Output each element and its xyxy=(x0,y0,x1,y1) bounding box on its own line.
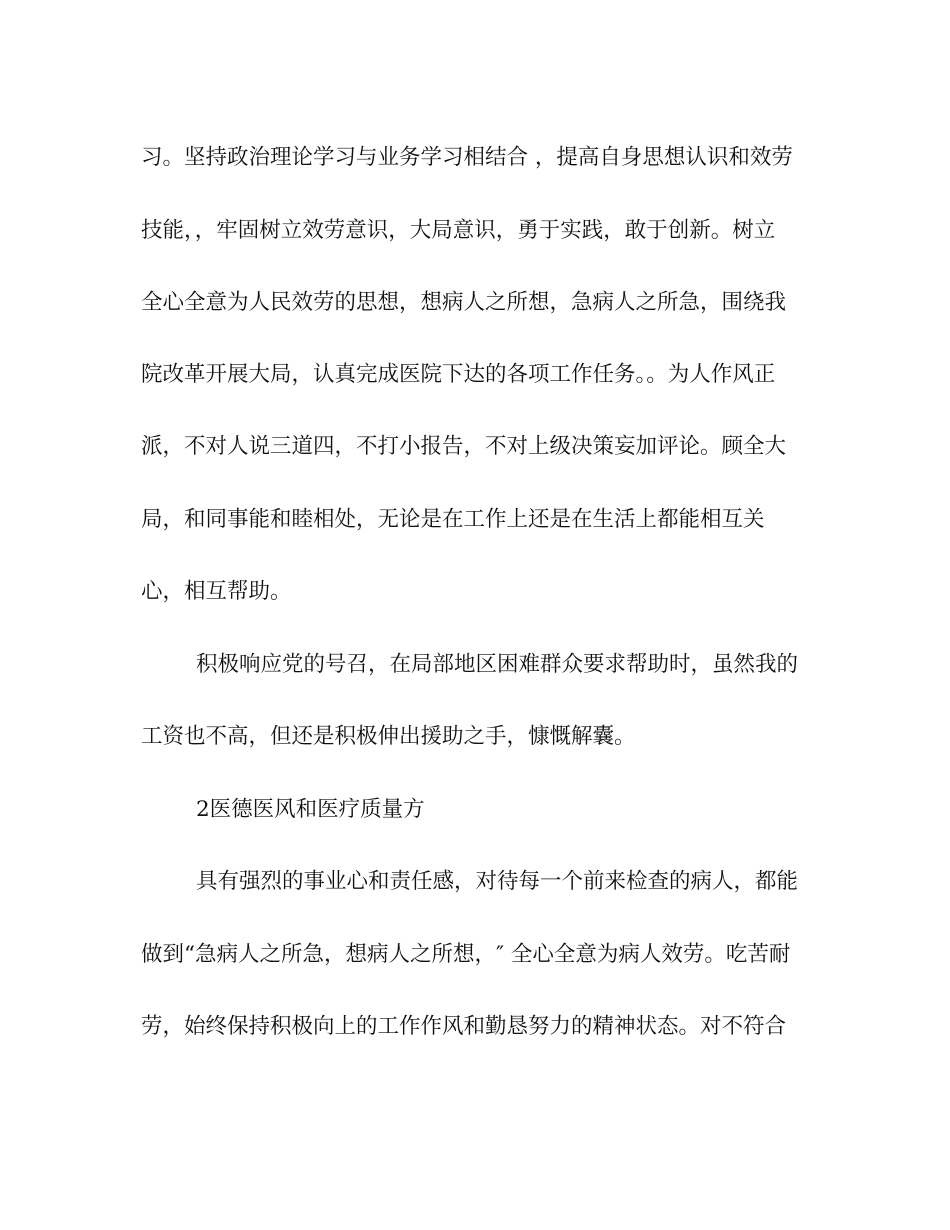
text-line: 做到“急病人之所急，想病人之所想，″ 全心全意为病人效劳。吃苦耐 xyxy=(141,942,791,967)
section-heading: 2医德医风和医疗质量方 xyxy=(196,797,425,822)
paragraph-first-line: 积极响应党的号召，在局部地区困难群众要求帮助时，虽然我的 xyxy=(196,652,799,677)
text-line: 习。坚持政治理论学习与业务学习相结合 ，提高自身思想认识和效劳 xyxy=(141,145,793,170)
text-line: 心，相互帮助。 xyxy=(141,579,292,604)
text-line: 工资也不高，但还是积极伸出援助之手，慷慨解囊。 xyxy=(141,724,636,749)
text-line: 院改革开展大局，认真完成医院下达的各项工作任务。。为人作风正 xyxy=(141,362,776,387)
text-line: 派，不对人说三道四，不打小报告，不对上级决策妄加评论。顾全大 xyxy=(141,434,787,459)
text-line: 技能，，牢固树立效劳意识，大局意识，勇于实践，敢于创新。树立 xyxy=(141,218,776,243)
text-line: 劳，始终保持积极向上的工作作风和勤恳努力的精神状态。对不符合 xyxy=(141,1014,787,1039)
paragraph-first-line: 具有强烈的事业心和责任感，对待每一个前来检查的病人，都能 xyxy=(196,869,799,894)
text-line: 局，和同事能和睦相处，无论是在工作上还是在生活上都能相互关 xyxy=(141,507,765,532)
text-line: 全心全意为人民效劳的思想，想病人之所想，急病人之所急，围绕我 xyxy=(141,290,787,315)
